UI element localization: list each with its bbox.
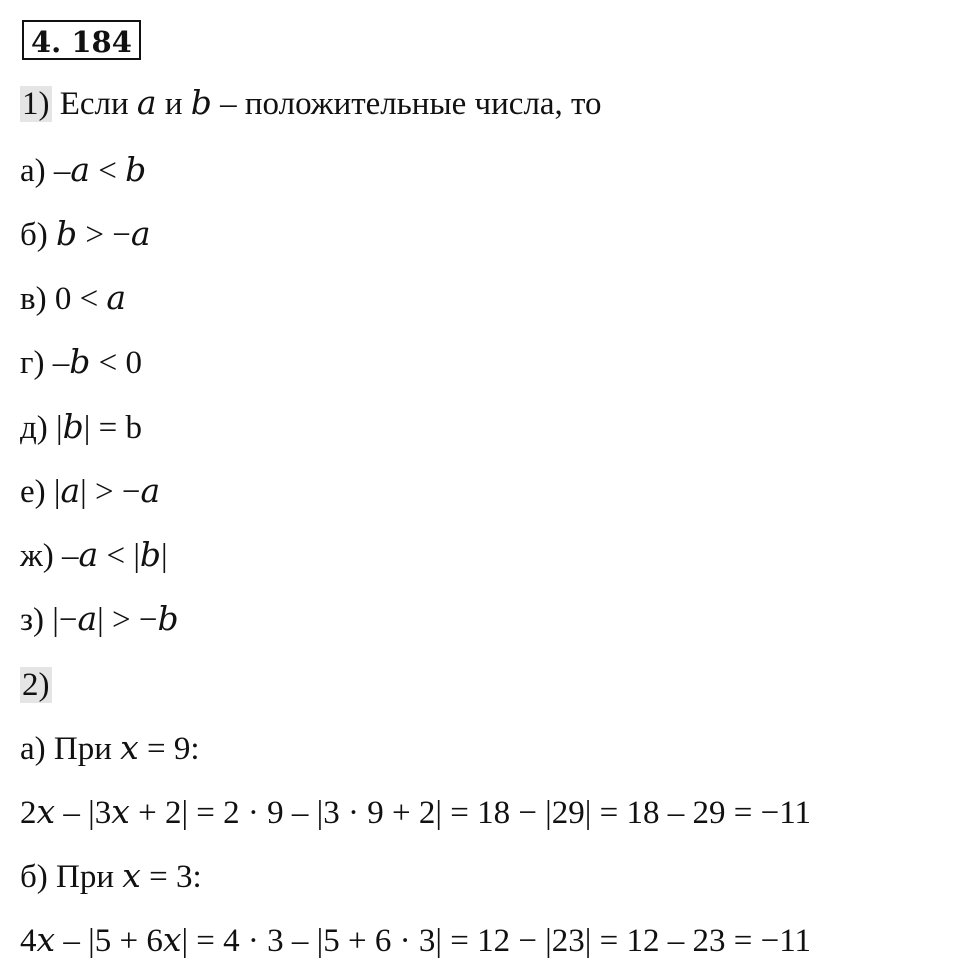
part1-item-b: б) 𝑏 > −𝑎	[20, 217, 151, 253]
part2-a-heading: а) При 𝑥 = 9:	[20, 731, 200, 767]
part2-marker-line	[20, 665, 52, 705]
part1-intro: Если 𝑎 и 𝑏 – положительные числа, то	[51, 86, 602, 122]
part1-intro-line	[20, 84, 602, 124]
part2-b-calculation: 4𝑥 – |5 + 6𝑥| = 4 · 3 – |5 + 6 · 3| = 12 − |23| = 12 – 23 = −11	[20, 923, 812, 959]
part1-item-g: г) –𝑏 < 0	[20, 345, 143, 381]
part1-item-v: в) 0 < 𝑎	[20, 281, 127, 317]
part1-marker: 1)	[22, 86, 50, 122]
problem-number: 4. 184	[22, 20, 141, 60]
part2-a-calculation: 2𝑥 – |3𝑥 + 2| = 2 · 9 – |3 · 9 + 2| = 18 − |29| = 18 – 29 = −11	[20, 795, 812, 831]
part1-item-e: е) |𝑎| > −𝑎	[20, 474, 161, 510]
part1-item-d: д) |𝑏| = b	[20, 410, 142, 446]
part1-item-a: а) –𝑎 < 𝑏	[20, 153, 147, 189]
part1-item-z: з) |−𝑎| > −𝑏	[20, 602, 179, 638]
part1-item-zh: ж) –𝑎 < |𝑏|	[20, 538, 168, 574]
part2-marker: 2)	[22, 667, 50, 703]
part2-b-heading: б) При 𝑥 = 3:	[20, 859, 202, 895]
